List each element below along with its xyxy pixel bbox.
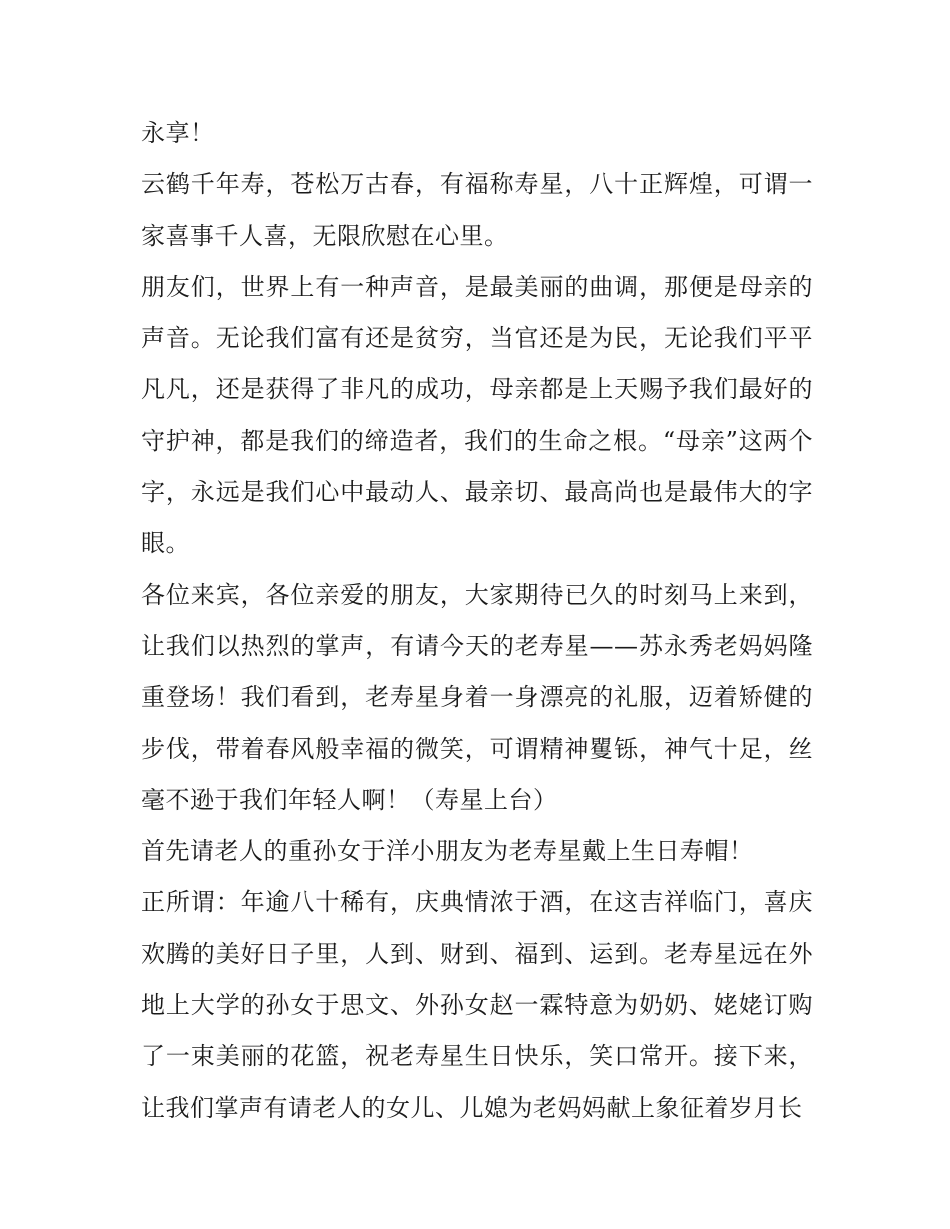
paragraph-mother-tribute: 朋友们，世界上有一种声音，是最美丽的曲调，那便是母亲的声音。无论我们富有还是贫穷，当官还是为民，无论我们平平凡凡，还是获得了非凡的成功，母亲都是上天赐予我们最好的守护神，都是我们的缔造者，我们的生命之根。“母亲”这两个字，永远是我们心中最动人、最亲切、最高尚也是最伟大的字眼。 — [141, 272, 813, 558]
document-body — [141, 108, 813, 1134]
paragraph-guest-entrance: 各位来宾，各位亲爱的朋友，大家期待已久的时刻马上来到，让我们以热烈的掌声，有请今天的老寿星——苏永秀老妈妈隆重登场！我们看到，老寿星身着一身漂亮的礼服，迈着矫健的步伐，带着春风般幸福的微笑，可谓精神矍铄，神气十足，丝毫不逊于我们年轻人啊！（寿星上台） — [141, 580, 813, 814]
paragraph-birthday-hat: 首先请老人的重孙女于洋小朋友为老寿星戴上生日寿帽！ — [141, 837, 754, 866]
paragraph-longevity-couplet: 云鹤千年寿，苍松万古春，有福称寿星，八十正辉煌，可谓一家喜事千人喜，无限欣慰在心里。 — [141, 170, 813, 250]
paragraph-flower-basket: 正所谓：年逾八十稀有，庆典情浓于酒，在这吉祥临门，喜庆欢腾的美好日子里，人到、财到、福到、运到。老寿星远在外地上大学的孙女于思文、外孙女赵一霖特意为奶奶、姥姥订购了一束美丽的花篮，祝老寿星生日快乐，笑口常开。接下来，让我们掌声有请老人的女儿、儿媳为老妈妈献上象征着岁月长 — [141, 888, 813, 1122]
paragraph-closing-blessing: 永享！ — [141, 119, 215, 147]
